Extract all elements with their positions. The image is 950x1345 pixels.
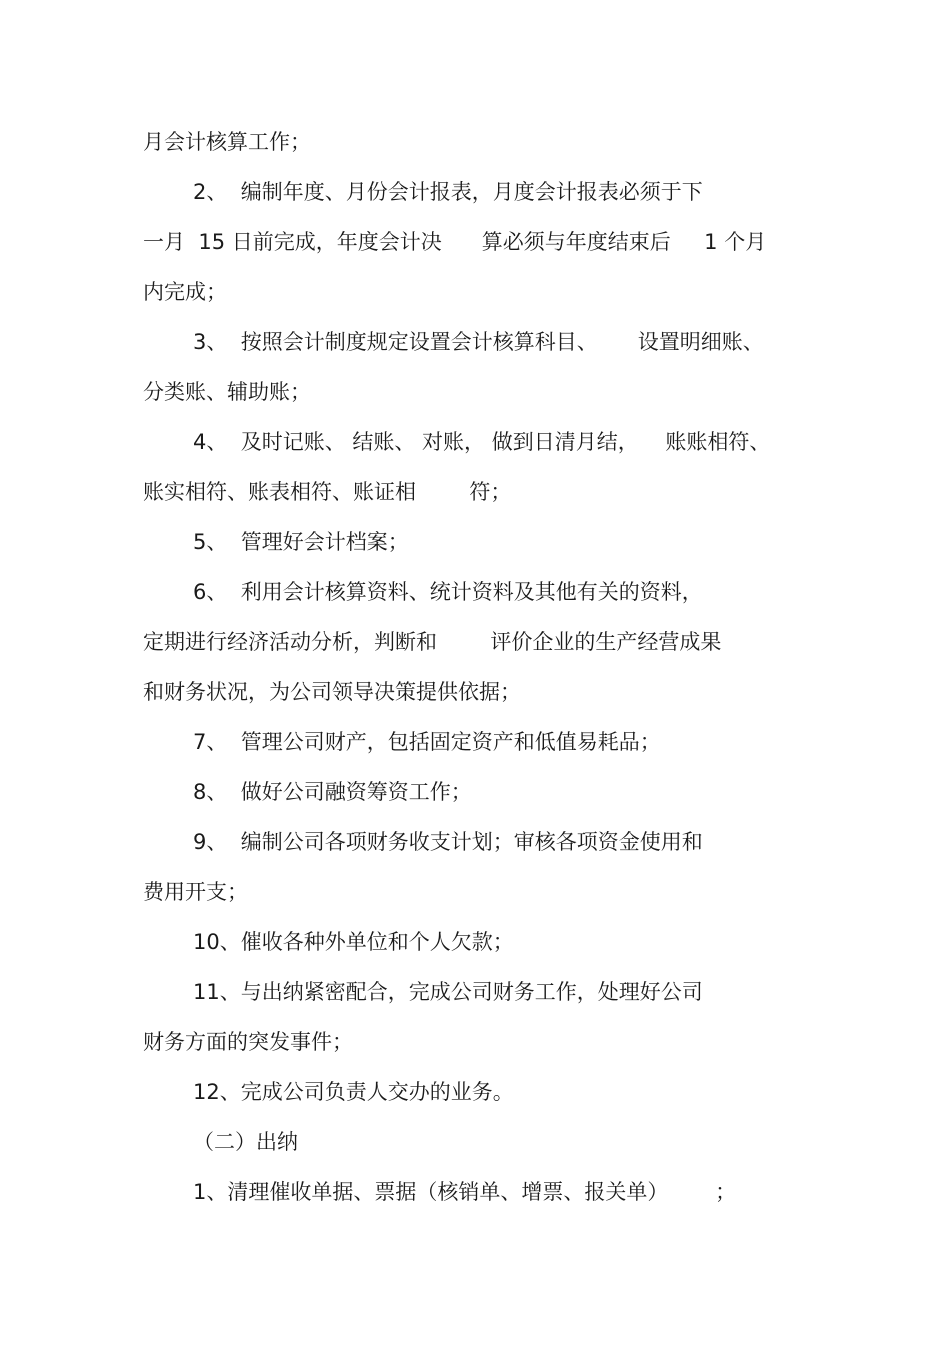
text-line: 5、 管理好会计档案； <box>193 530 409 554</box>
text-line: 和财务状况，为公司领导决策提供依据； <box>143 680 521 704</box>
text-line: 9、 编制公司各项财务收支计划；审核各项资金使用和 <box>193 830 703 854</box>
text-line: 4、 及时记账、 结账、 对账， 做到日清月结， 账账相符、 <box>193 430 771 454</box>
text-line: 月会计核算工作； <box>143 130 311 154</box>
text-line: 10、催收各种外单位和个人欠款； <box>193 930 514 954</box>
text-line: 定期进行经济活动分析，判断和 评价企业的生产经营成果 <box>143 630 722 654</box>
text-line: 财务方面的突发事件； <box>143 1030 353 1054</box>
text-line: 7、 管理公司财产，包括固定资产和低值易耗品； <box>193 730 661 754</box>
text-line: 8、 做好公司融资筹资工作； <box>193 780 472 804</box>
text-line: 1、清理催收单据、票据（核销单、增票、报关单） ； <box>193 1180 737 1204</box>
text-line: 11、与出纳紧密配合，完成公司财务工作，处理好公司 <box>193 980 703 1004</box>
text-line: 2、 编制年度、月份会计报表，月度会计报表必须于下 <box>193 180 703 204</box>
text-line: 3、 按照会计制度规定设置会计核算科目、 设置明细账、 <box>193 330 764 354</box>
section-heading: （二）出纳 <box>193 1130 298 1154</box>
text-line: 6、 利用会计核算资料、统计资料及其他有关的资料， <box>193 580 703 604</box>
text-line: 分类账、辅助账； <box>143 380 311 404</box>
text-line: 账实相符、账表相符、账证相 符； <box>143 480 512 504</box>
text-line: 费用开支； <box>143 880 248 904</box>
text-line: 一月 15 日前完成，年度会计决 算必须与年度结束后 1 个月 <box>143 230 767 254</box>
text-line: 12、完成公司负责人交办的业务。 <box>193 1080 514 1104</box>
text-line: 内完成； <box>143 280 227 304</box>
